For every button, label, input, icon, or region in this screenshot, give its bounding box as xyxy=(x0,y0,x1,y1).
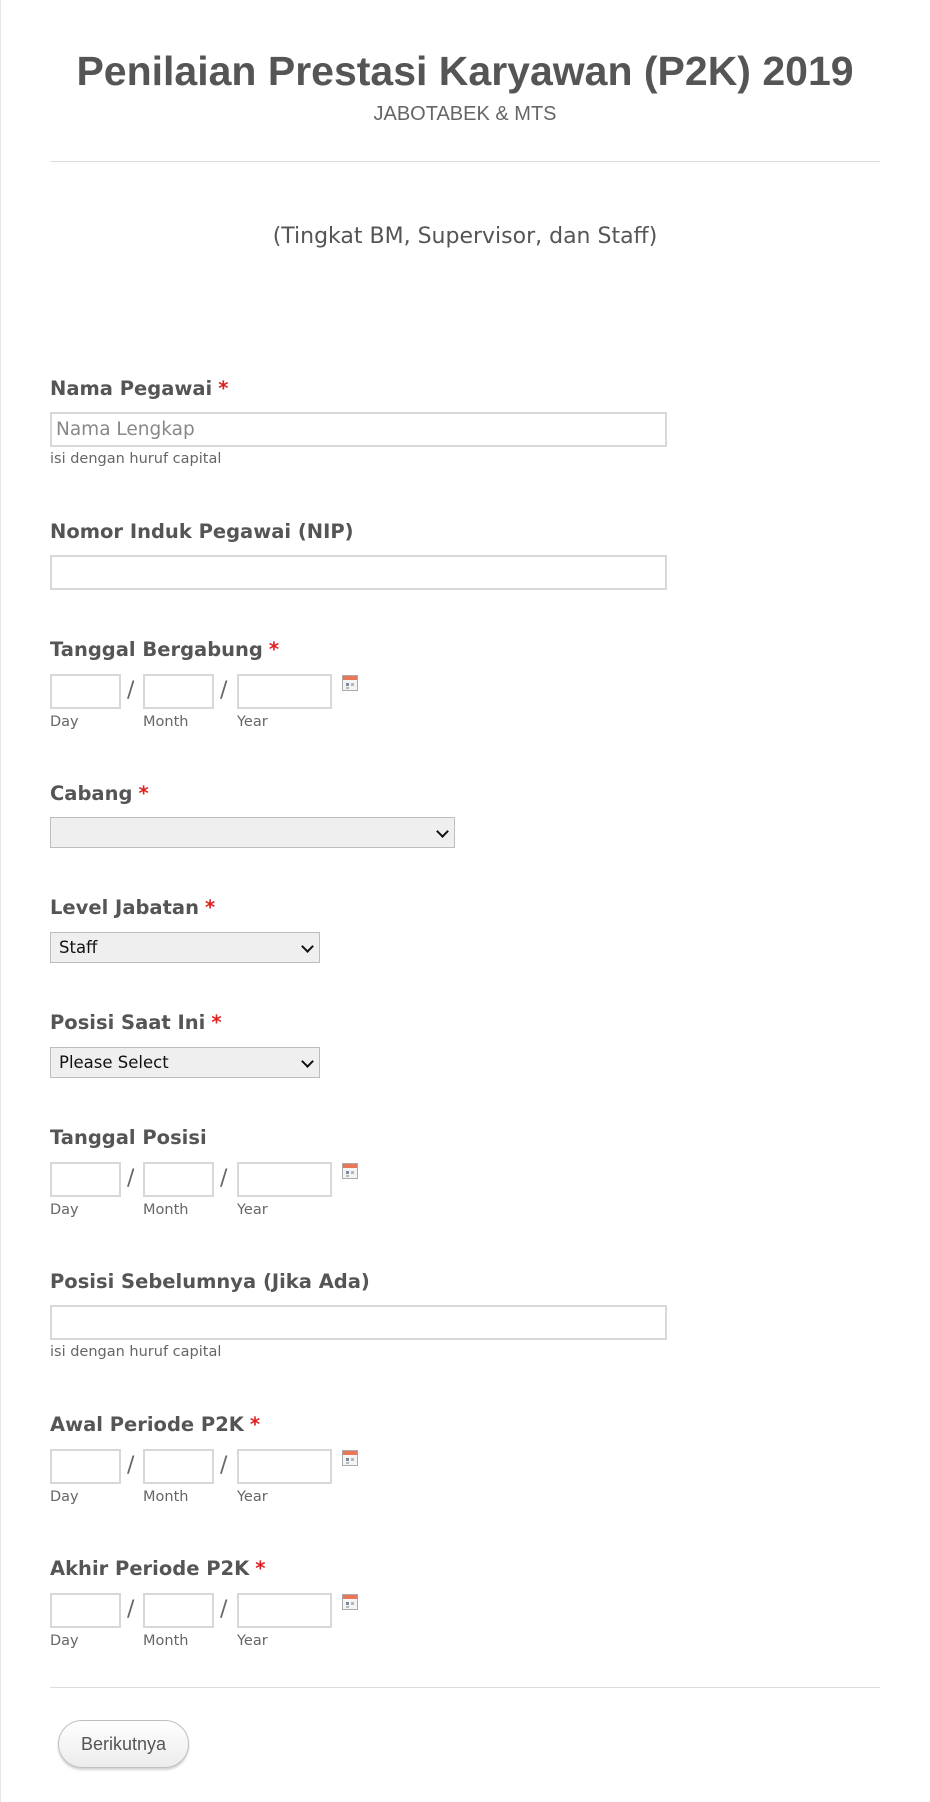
day-sublabel: Day xyxy=(50,1489,79,1505)
posisi-saat-ini-label xyxy=(50,1010,880,1036)
date-separator: / xyxy=(220,1453,228,1478)
date-separator: / xyxy=(127,1597,135,1622)
required-marker: * xyxy=(218,377,229,400)
date-separator: / xyxy=(127,678,135,703)
footer-divider xyxy=(50,1687,880,1688)
tanggal-posisi-year-input[interactable] xyxy=(237,1162,332,1197)
day-sublabel: Day xyxy=(50,714,79,730)
calendar-icon[interactable] xyxy=(342,1450,358,1466)
nama-pegawai-hint: isi dengan huruf capital xyxy=(50,451,222,467)
field-tanggal-bergabung xyxy=(50,637,880,730)
awal-periode-label xyxy=(50,1412,880,1438)
day-sublabel: Day xyxy=(50,1202,79,1218)
akhir-periode-label xyxy=(50,1556,880,1582)
required-marker: * xyxy=(249,1413,261,1436)
required-marker: * xyxy=(138,782,149,805)
nama-pegawai-input[interactable] xyxy=(50,412,667,447)
tanggal-bergabung-label xyxy=(50,637,880,663)
cabang-label xyxy=(50,781,880,807)
date-separator: / xyxy=(220,1597,228,1622)
akhir-periode-month-input[interactable] xyxy=(143,1593,214,1628)
required-marker: * xyxy=(211,1011,222,1034)
date-separator: / xyxy=(220,678,228,703)
form-title: Penilaian Prestasi Karyawan (P2K) 2019 xyxy=(76,48,854,94)
form-description: (Tingkat BM, Supervisor, dan Staff) xyxy=(272,224,658,249)
posisi-saat-ini-selected-value: Please Select xyxy=(59,1053,169,1072)
posisi-sebelumnya-input[interactable] xyxy=(50,1305,667,1340)
field-tanggal-posisi xyxy=(50,1125,880,1218)
awal-periode-month-input[interactable] xyxy=(143,1449,214,1484)
chevron-down-icon xyxy=(301,940,314,953)
form-subtitle: JABOTABEK & MTS xyxy=(373,103,557,125)
tanggal-posisi-label: Tanggal Posisi xyxy=(50,1126,207,1149)
level-jabatan-selected-value: Staff xyxy=(59,938,98,957)
next-button[interactable]: Berikutnya xyxy=(58,1720,189,1768)
awal-periode-year-input[interactable] xyxy=(237,1449,332,1484)
required-marker: * xyxy=(255,1557,266,1580)
posisi-saat-ini-select[interactable] xyxy=(50,1047,320,1078)
akhir-periode-day-input[interactable] xyxy=(50,1593,121,1628)
awal-periode-label-text: Awal Periode P2K xyxy=(50,1413,244,1436)
year-sublabel: Year xyxy=(237,714,268,730)
tanggal-bergabung-year-input[interactable] xyxy=(237,674,332,709)
tanggal-bergabung-label-text: Tanggal Bergabung xyxy=(50,638,263,661)
field-nama-pegawai xyxy=(50,376,880,467)
nama-pegawai-label xyxy=(50,376,880,402)
akhir-periode-label-text: Akhir Periode P2K xyxy=(50,1557,250,1580)
calendar-icon[interactable] xyxy=(342,1594,358,1610)
posisi-saat-ini-label-text: Posisi Saat Ini xyxy=(50,1011,206,1034)
day-sublabel: Day xyxy=(50,1633,79,1649)
field-level-jabatan xyxy=(50,895,880,957)
field-posisi-sebelumnya xyxy=(50,1269,880,1360)
date-separator: / xyxy=(127,1453,135,1478)
tanggal-bergabung-day-input[interactable] xyxy=(50,674,121,709)
nip-label: Nomor Induk Pegawai (NIP) xyxy=(50,520,354,543)
year-sublabel: Year xyxy=(237,1202,268,1218)
required-marker: * xyxy=(204,896,216,919)
field-nip xyxy=(50,519,880,545)
tanggal-bergabung-month-input[interactable] xyxy=(143,674,214,709)
nip-input[interactable] xyxy=(50,555,667,590)
akhir-periode-year-input[interactable] xyxy=(237,1593,332,1628)
posisi-sebelumnya-hint: isi dengan huruf capital xyxy=(50,1344,222,1360)
year-sublabel: Year xyxy=(237,1489,268,1505)
calendar-icon[interactable] xyxy=(342,1163,358,1179)
required-marker: * xyxy=(268,638,280,661)
year-sublabel: Year xyxy=(237,1633,268,1649)
level-jabatan-label-text: Level Jabatan xyxy=(50,896,199,919)
posisi-sebelumnya-label: Posisi Sebelumnya (Jika Ada) xyxy=(50,1270,370,1293)
chevron-down-icon xyxy=(301,1055,314,1068)
date-separator: / xyxy=(127,1166,135,1191)
field-akhir-periode xyxy=(50,1556,880,1649)
header-divider xyxy=(50,161,880,162)
field-posisi-saat-ini xyxy=(50,1010,880,1072)
field-cabang xyxy=(50,781,880,807)
month-sublabel: Month xyxy=(143,1489,189,1505)
tanggal-posisi-month-input[interactable] xyxy=(143,1162,214,1197)
cabang-label-text: Cabang xyxy=(50,782,133,805)
nama-pegawai-label-text: Nama Pegawai xyxy=(50,377,213,400)
calendar-icon[interactable] xyxy=(342,675,358,691)
level-jabatan-select[interactable] xyxy=(50,932,320,963)
awal-periode-day-input[interactable] xyxy=(50,1449,121,1484)
chevron-down-icon xyxy=(436,825,449,838)
month-sublabel: Month xyxy=(143,1202,189,1218)
month-sublabel: Month xyxy=(143,1633,189,1649)
date-separator: / xyxy=(220,1166,228,1191)
level-jabatan-label xyxy=(50,895,880,921)
field-awal-periode xyxy=(50,1412,880,1505)
month-sublabel: Month xyxy=(143,714,189,730)
cabang-select[interactable] xyxy=(50,817,455,848)
tanggal-posisi-day-input[interactable] xyxy=(50,1162,121,1197)
